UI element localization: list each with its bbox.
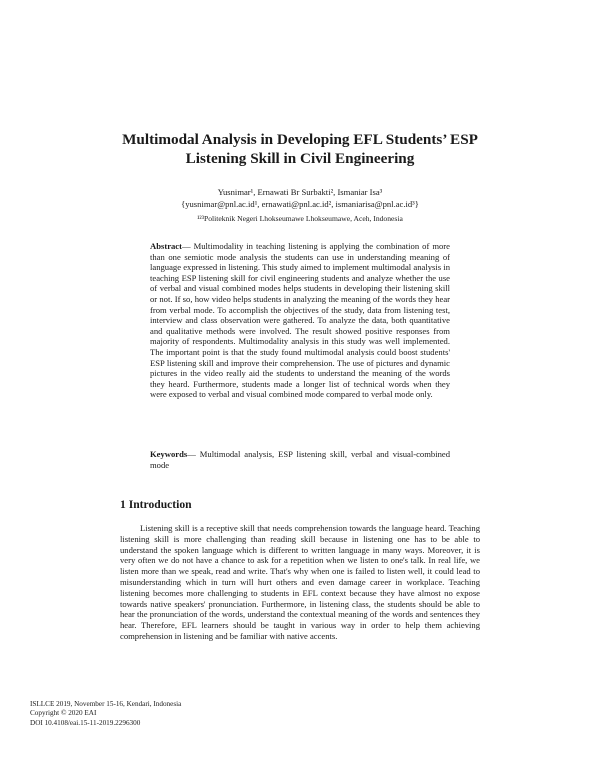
author-block bbox=[120, 186, 480, 210]
intro-paragraph: Listening skill is a receptive skill that needs comprehension towards the language heard. Teaching listening skill is more challenging than reading skill because in listening one has to be able to understand the spoken language which is different to written language in many ways. Moreover, it is very often we do not have a chance to ask for a repetition when we listen to one's talk. In real life, we listen more than we speak, read and write. That's why when one is failed to listen well, it could lead to misunderstanding which in turn will hurt others and even damage career in workplace. Teaching listening becomes more challenging to students in EFL context because they have almost no expose towards native speakers' pronunciation. Furthermore, in listening class, the students should be able to hear the pronunciation of the words, understand the contextual meaning of the words and sentences they hear. Therefore, EFL learners should be taught in various way in order to help them achieving comprehension in listening and be familiar with native accents. bbox=[120, 523, 480, 641]
section-heading: 1 Introduction bbox=[120, 498, 192, 511]
author-affiliation: ¹²³Politeknik Negeri Lhokseumawe Lhokseumawe, Aceh, Indonesia bbox=[197, 214, 403, 223]
footer-doi: DOI 10.4108/eai.15-11-2019.2296300 bbox=[30, 718, 141, 727]
abstract-text: — Multimodality in teaching listening is applying the combination of more than one semiotic mode analysis the students can use in understanding meaning of language expressed in listening. This study aimed to implement multimodal analysis in teaching ESP listening skill for civil engineering students and analyze whether the use of verbal and visual combined modes helps students in developing their listening skill or not. If so, how video helps students in analyzing the meaning of the words they hear from verbal mode. To accomplish the objectives of the study, data from listening test, interview and class observation were gathered. To analyze the data, both quantitative and qualitative methods were involved. The result showed positive responses from majority of respondents. Multimodality analysis in this study was well implemented. The important point is that the study found multimodal analysis could boost students' ESP listening skill and improve their comprehension. The use of pictures and dynamic pictures in the video really aid the students to understand the meaning of the words they heard. Furthermore, students made a longer list of technical words when they were exposed to verbal and visual combined mode compared to verbal mode only. bbox=[150, 241, 450, 400]
author-emails: {yusnimar@pnl.ac.id¹, ernawati@pnl.ac.id², ismaniarisa@pnl.ac.id³} bbox=[181, 199, 419, 209]
title-line-1: Multimodal Analysis in Developing EFL Students’ ESP bbox=[122, 131, 478, 148]
footer-conference: ISLLCE 2019, November 15-16, Kendari, Indonesia bbox=[30, 700, 182, 708]
keywords-label: Keywords bbox=[150, 449, 188, 459]
paper-title bbox=[90, 130, 510, 168]
author-names: Yusnimar¹, Ernawati Br Surbakti², Ismaniar Isa³ bbox=[217, 187, 383, 197]
abstract-label: Abstract bbox=[150, 241, 182, 251]
keywords bbox=[150, 449, 450, 471]
abstract bbox=[150, 241, 450, 400]
keywords-text: — Multimodal analysis, ESP listening skill, verbal and visual-combined mode bbox=[150, 449, 450, 470]
title-line-2: Listening Skill in Civil Engineering bbox=[185, 150, 415, 167]
footer bbox=[30, 700, 181, 728]
footer-copyright: Copyright © 2020 EAI bbox=[30, 709, 97, 718]
